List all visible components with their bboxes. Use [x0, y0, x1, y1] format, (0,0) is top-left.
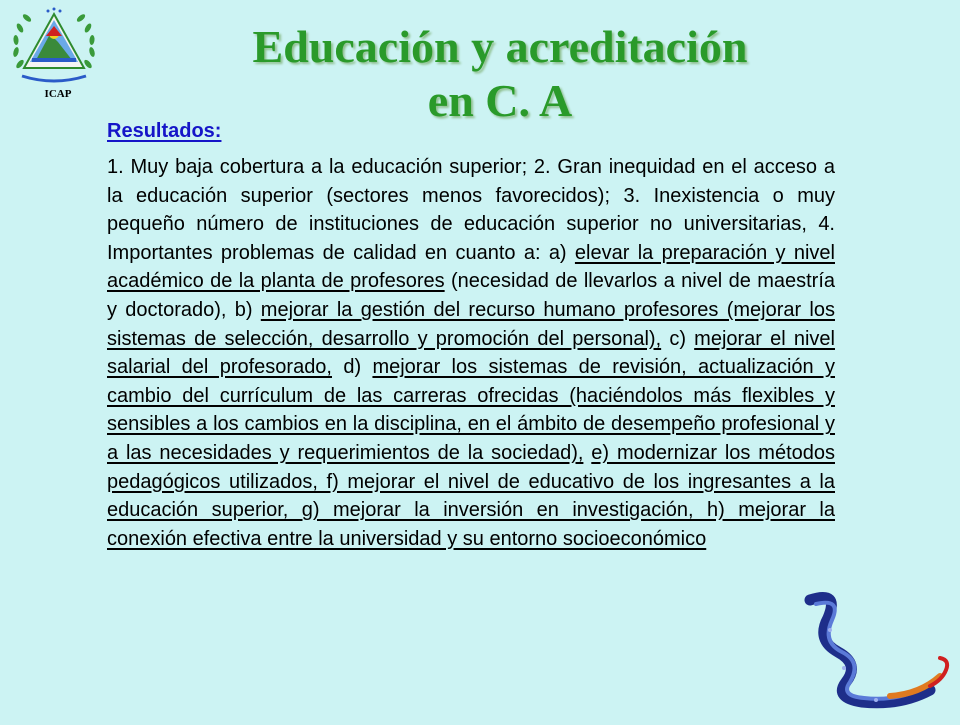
- icap-seal-icon: [8, 4, 100, 88]
- logo-label: ICAP: [44, 88, 72, 100]
- title-line-2: en C. A: [427, 75, 573, 126]
- section-heading: Resultados:: [107, 120, 222, 142]
- text-segment-3: c): [661, 327, 695, 350]
- underlined-segment-b: mejorar la gestión del recurso humano profesores (mejorar los sistemas de selección, desarrollo y promoción del personal),: [107, 298, 835, 350]
- page-title: [160, 20, 840, 128]
- icap-logo: [8, 4, 100, 104]
- title-line-1: Educación y acreditación: [252, 21, 748, 72]
- results-paragraph: [107, 153, 835, 553]
- text-segment-1: 1. Muy baja cobertura a la educación superior; 2. Gran inequidad en el acceso a la educación superior (sectores menos favorecidos); 3. Inexistencia o muy pequeño número de instituciones de educación superior no universitarias, 4. Importantes problemas de calidad en cuanto a: a): [107, 156, 835, 264]
- underlined-segment-d: mejorar los sistemas de revisión, actualización y cambio del currículum de las carreras ofrecidas (haciéndolos más flexibles y sensibles a los cambios en la disciplina, en el ámbito de desempeño profesional y a las necesidades y requerimientos de la sociedad),: [107, 356, 835, 464]
- swirl-ribbon-icon: [780, 590, 960, 720]
- text-segment-4: d): [332, 356, 373, 379]
- underlined-segment-a: elevar la preparación y nivel académico de la planta de profesores: [107, 241, 835, 293]
- underlined-segment-e-h: e) modernizar los métodos pedagógicos utilizados, f) mejorar el nivel de educativo de los ingresantes a la educación superior, g) mejorar la inversión en investigación, h) mejorar la conexión efectiva entre la universidad y su entorno socioeconómico: [107, 441, 835, 550]
- text-segment-2: (necesidad de llevarlos a nivel de maestría y doctorado), b): [107, 270, 836, 321]
- swirl-decoration: [780, 590, 960, 720]
- underlined-segment-c: mejorar el nivel salarial del profesorado,: [107, 327, 835, 379]
